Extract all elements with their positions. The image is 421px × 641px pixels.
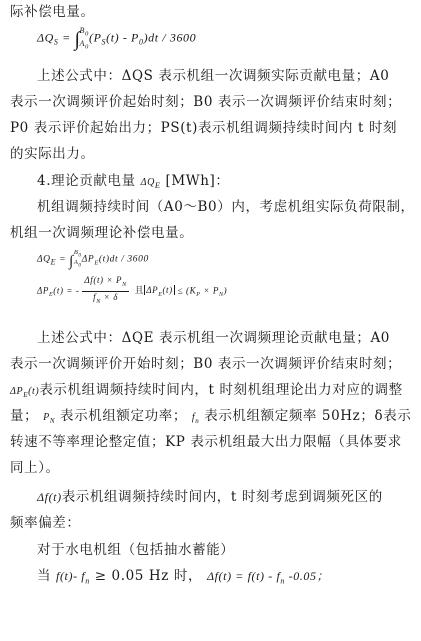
text-line: P0 表示评价起始出力；PS(t)表示机组调频持续时间内 t 时刻 <box>10 120 398 136</box>
fn-symbol: $f_n$ <box>191 412 200 425</box>
text-line: 机组调频持续时间（A0～B0）内，考虑机组实际负荷限制， <box>37 199 415 215</box>
formula-delta-f: $\Delta f(t) = f(t) - f_n$ -0.05； <box>206 569 330 586</box>
formula-delta-qs: $\Delta Q_S$ = ∫ $B_0$ $A_0$ $(P_S(t) - P_0)dt / 3600$ <box>37 26 197 51</box>
text-line: 上述公式中：ΔQS 表示机组一次调频实际贡献电量；A0 <box>37 68 390 84</box>
text-line: $\Delta P_E(t)$表示机组调频持续时间内，t 时刻机组理论出力对应的调整 <box>10 382 403 399</box>
text-line: 同上）。 <box>10 460 60 476</box>
delta-pe-symbol: $\Delta P_E(t)$ <box>10 386 40 399</box>
delta-qe-symbol: $\Delta Q_E$ <box>140 177 161 190</box>
text-line: 当 f(t)- $f_n \ge 0.05$ Hz 时， $\Delta f(t) = f(t) - f_n$ -0.05； <box>37 568 330 586</box>
text-line: 的实际出力。 <box>10 146 95 162</box>
text-line: 际补偿电量。 <box>10 4 95 20</box>
text-line: 机组一次调频理论补偿电量。 <box>10 225 194 241</box>
fraction: $\frac{\Delta f(t) \times P_N}{f_N \times \delta}$ <box>84 275 127 305</box>
text-line: 表示一次调频评价开始时刻；B0 表示一次调频评价结束时刻； <box>10 356 402 372</box>
pn-symbol: $P_N$ <box>43 412 56 425</box>
text-line: 转速不等率理论整定值；KP 表示机组最大出力限幅（具体要求 <box>10 434 402 450</box>
freq-deviation-term: f(t)- $f_n$ <box>56 569 90 586</box>
section-heading: 4.理论贡献电量 $\Delta Q_E$ [MWh]： <box>37 173 230 190</box>
text-line: Δf(t)表示机组调频持续时间内，t 时刻考虑到调频死区的 <box>37 489 383 505</box>
text-line: 对于水电机组（包括抽水蓄能） <box>37 542 235 558</box>
formula-delta-pe: $\Delta P_E(t)$ = - $\frac{\Delta f(t) \times P_N}{f_N \times \delta}$ 且 $\Delta P_E(t) \le (K_P \times P_N)$ <box>37 275 227 308</box>
text-line: 量； $P_N$ 表示机组额定功率； $f_n$ 表示机组额定频率 50Hz；δ表示 <box>10 408 412 425</box>
text-line: 频率偏差： <box>10 515 81 531</box>
formula-delta-qe: $\Delta Q_E$ = ∫ $B_0$ $A_0$ $\Delta P_E(t)dt / 3600$ <box>37 249 149 270</box>
delta-f-symbol: Δf(t) <box>37 490 62 504</box>
text-line: 上述公式中：ΔQE 表示机组一次调频理论贡献电量；A0 <box>37 330 391 346</box>
text-line: 表示一次调频评价起始时刻；B0 表示一次调频评价结束时刻； <box>10 94 402 110</box>
